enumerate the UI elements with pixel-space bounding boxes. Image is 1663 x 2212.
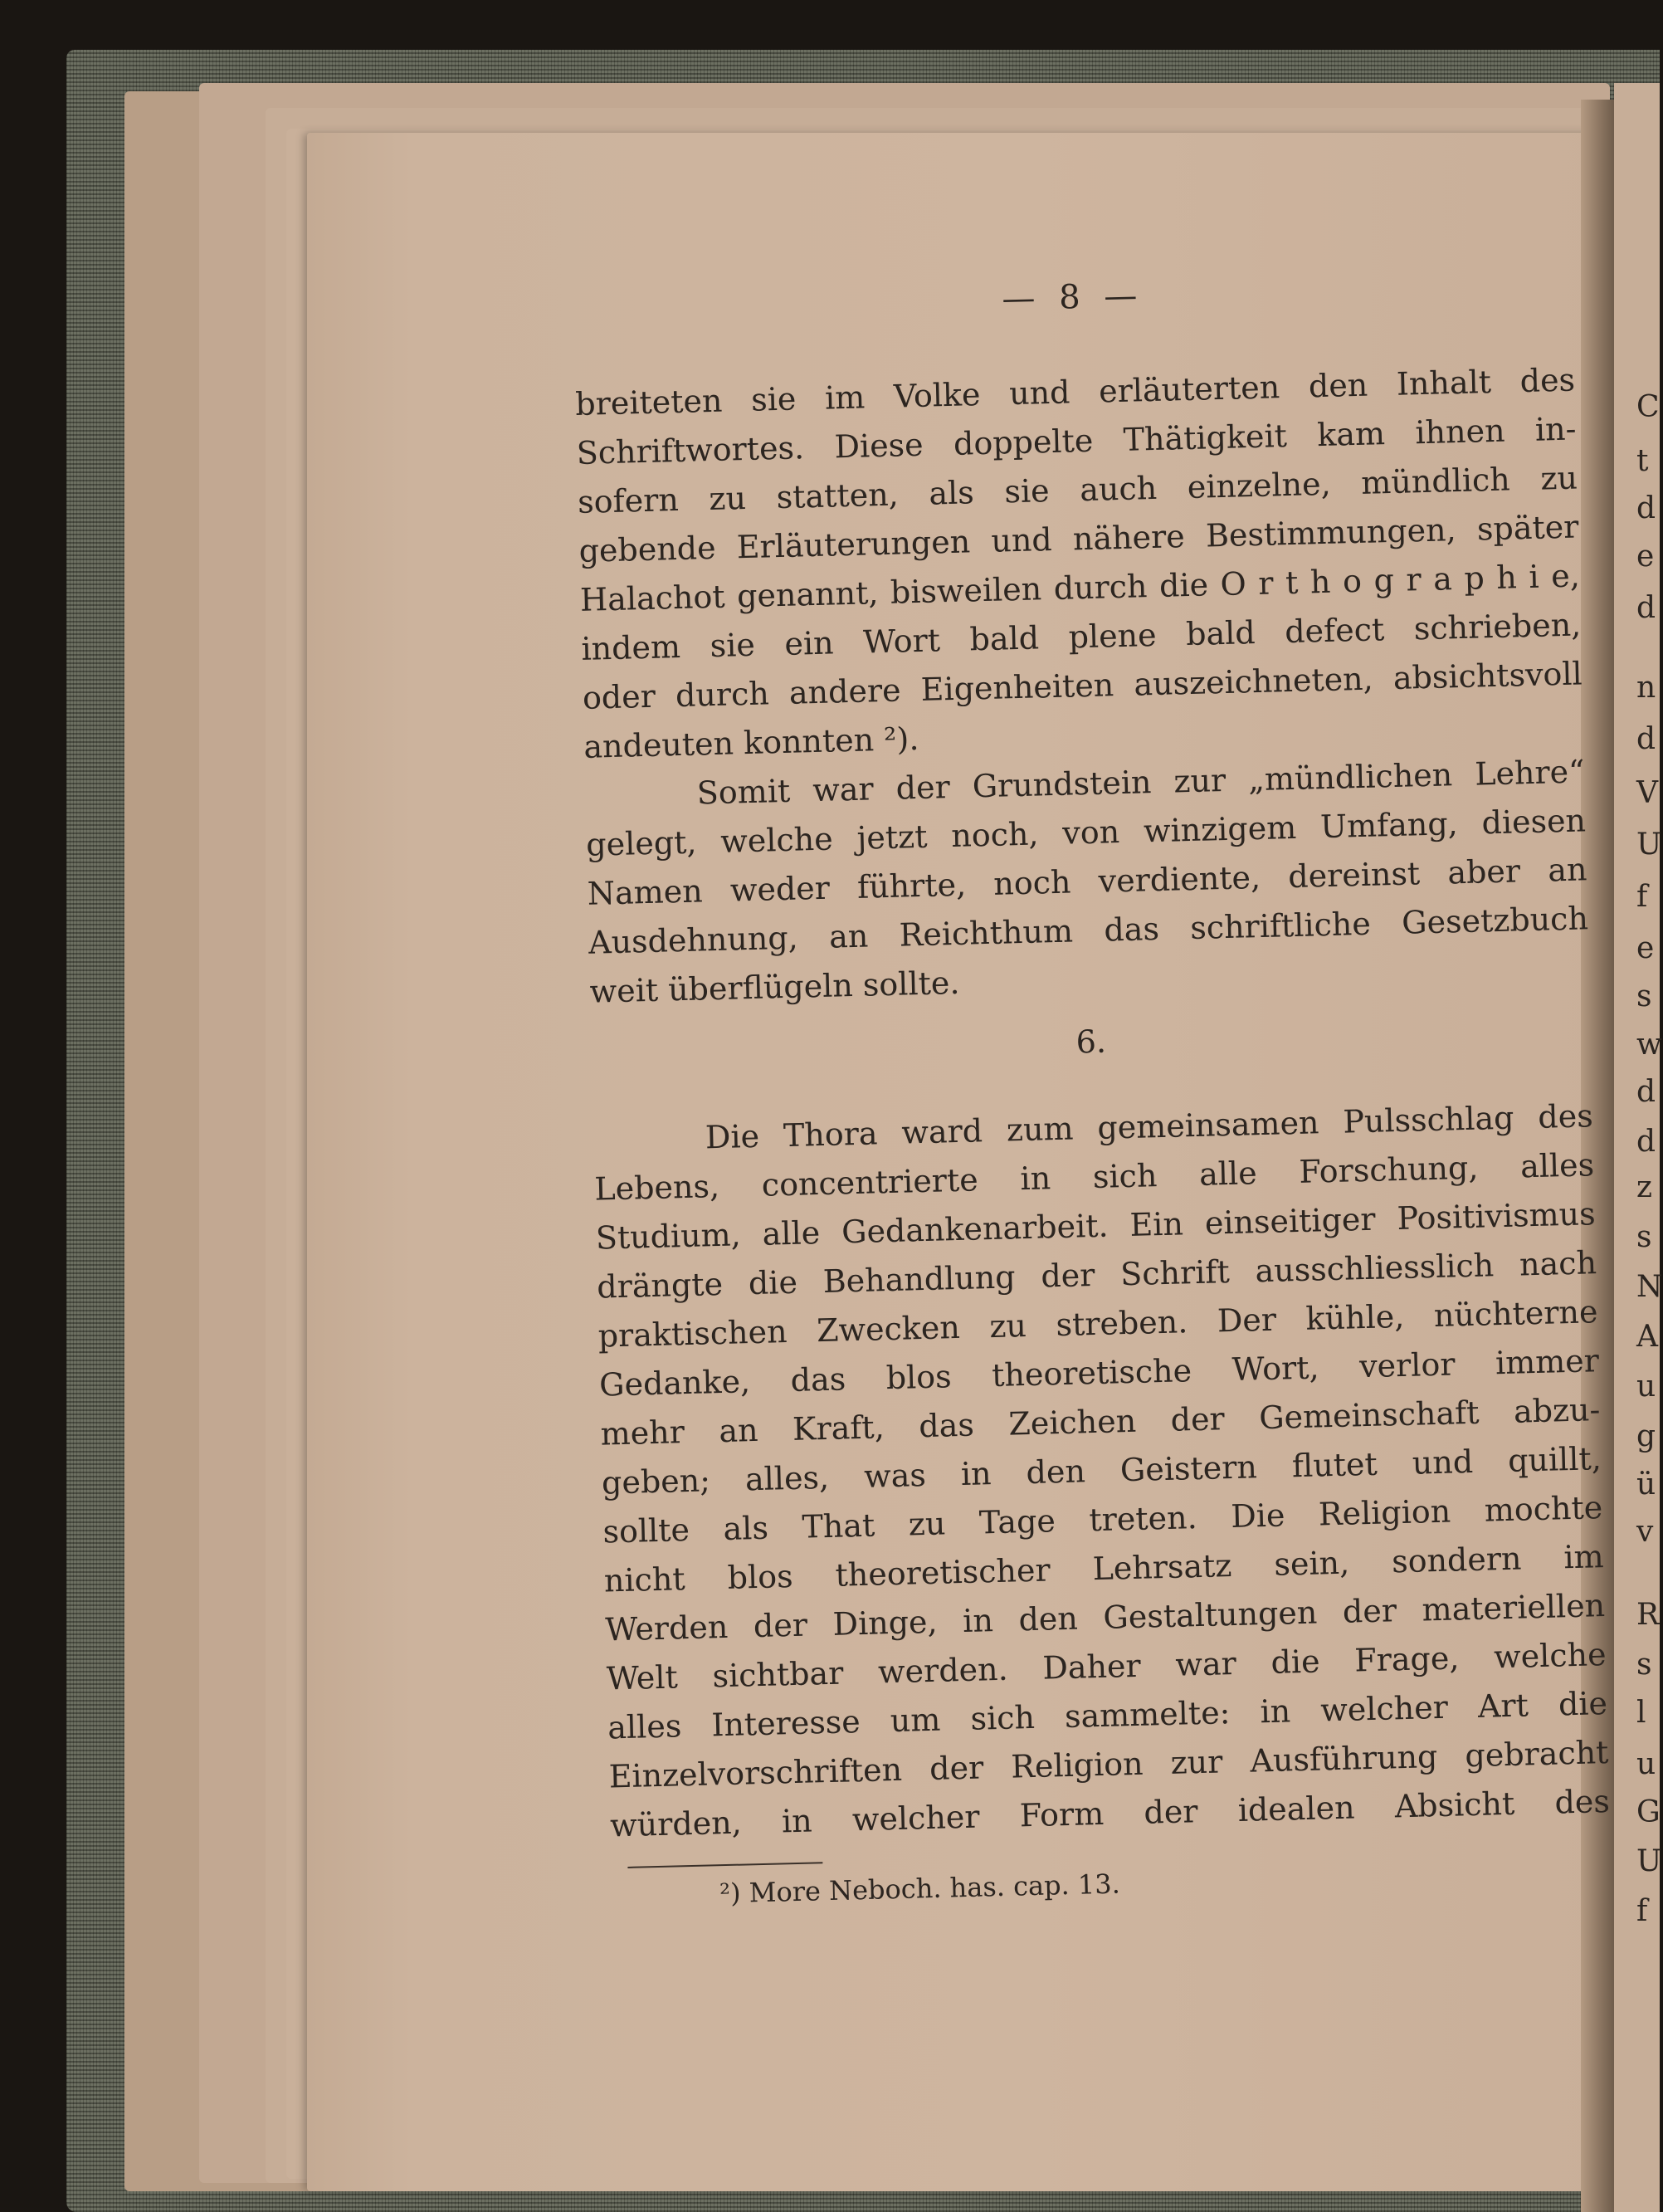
text-line: Lebens, concentrierte in sich alle Forschung, alles: [593, 1146, 1595, 1208]
text-line: würden, in welcher Form der idealen Absicht des: [609, 1783, 1611, 1844]
facing-page-letter: u: [1636, 1370, 1656, 1404]
text-line: Die Thora ward zum gemeinsamen Pulsschlag des: [705, 1097, 1594, 1156]
facing-page-letter: g: [1636, 1419, 1656, 1453]
facing-page-letter: f: [1636, 1894, 1648, 1928]
text-line: Namen weder führte, noch verdiente, dereinst aber an: [587, 851, 1587, 912]
page-number: — 8 —: [1001, 276, 1144, 319]
facing-page-letter: u: [1636, 1747, 1656, 1781]
page-text: [573, 266, 1612, 1912]
text-line: nicht blos theoretischer Lehrsatz sein, sondern im: [603, 1538, 1605, 1599]
text-line: gelegt, welche jetzt noch, von winzigem Umfang, diesen: [585, 802, 1587, 863]
text-line: Welt sichtbar werden. Daher war die Frage, welche: [606, 1636, 1607, 1697]
facing-page-letter: z: [1636, 1170, 1652, 1204]
facing-page-letter: t: [1636, 444, 1649, 478]
text-line: drängte die Behandlung der Schrift ausschliesslich nach: [596, 1244, 1597, 1306]
facing-page-letter: d: [1636, 591, 1656, 625]
facing-page-letter: e: [1636, 931, 1655, 965]
facing-page-letter: s: [1636, 979, 1652, 1013]
text-line: andeuten konnten ²).: [583, 720, 919, 765]
facing-page-letter: U: [1636, 828, 1662, 862]
facing-page-letter: A: [1636, 1320, 1658, 1354]
facing-page-letter: d: [1636, 1125, 1656, 1159]
facing-page-letter: V: [1636, 776, 1658, 810]
paragraph-2: [584, 747, 1590, 1016]
facing-page-letter: ü: [1636, 1467, 1656, 1502]
facing-page-letter: R: [1636, 1598, 1660, 1632]
text-line: Halachot genannt, bisweilen durch die O r t h o g r a p h i e,: [579, 557, 1581, 618]
text-line: Studium, alle Gedankenarbeit. Ein einseitiger Positivismus: [595, 1195, 1597, 1257]
facing-page-letter: s: [1636, 1220, 1652, 1254]
text-line: Werden der Dinge, in den Gestaltungen der materiellen: [604, 1587, 1606, 1648]
text-line: Einzelvorschriften der Religion zur Ausführung gebracht: [608, 1734, 1609, 1795]
text-line: indem sie ein Wort bald plene bald defect schrieben,: [581, 606, 1582, 667]
facing-page-letter: f: [1636, 880, 1648, 914]
facing-page-letter: C: [1636, 390, 1660, 424]
facing-page-letter: v: [1636, 1515, 1654, 1549]
paragraph-1: [575, 356, 1584, 772]
text-line: sofern zu statten, als sie auch einzelne, mündlich zu: [577, 459, 1578, 520]
text-line: alles Interesse um sich sammelte: in welcher Art die: [607, 1685, 1608, 1746]
text-line: sollte als That zu Tage treten. Die Religion mochte: [602, 1489, 1603, 1550]
text-line: geben; alles, was in den Geistern flutet und quillt,: [601, 1440, 1602, 1502]
footnote-rule: [627, 1862, 822, 1868]
text-line: weit überflügeln sollte.: [589, 964, 960, 1010]
text-line: breiteten sie im Volke und erläuterten den Inhalt des: [574, 361, 1576, 422]
facing-page-letter: U: [1636, 1844, 1662, 1878]
facing-page-letter: l: [1636, 1696, 1646, 1730]
facing-page-letter: N: [1636, 1270, 1663, 1304]
facing-page-letter: n: [1636, 671, 1656, 705]
facing-page-letter: s: [1636, 1648, 1652, 1682]
facing-page-letter: d: [1636, 491, 1656, 525]
facing-page-letter: d: [1636, 1075, 1656, 1109]
paragraph-3: [593, 1091, 1610, 1850]
facing-page-letter: e: [1636, 540, 1655, 574]
text-line: mehr an Kraft, das Zeichen der Gemeinschaft abzu-: [600, 1391, 1601, 1453]
text-line: praktischen Zwecken zu streben. Der kühle, nüchterne: [597, 1293, 1598, 1355]
text-line: Ausdehnung, an Reichthum das schriftliche Gesetzbuch: [588, 900, 1589, 961]
text-line: oder durch andere Eigenheiten auszeichneten, absichtsvoll: [582, 655, 1583, 716]
text-line: Somit war der Grundstein zur „mündlichen Lehre“: [696, 753, 1586, 812]
text-line: Gedanke, das blos theoretische Wort, verlor immer: [598, 1342, 1600, 1404]
text-line: Schriftwortes. Diese doppelte Thätigkeit kam ihnen in-: [576, 410, 1577, 471]
text-line: gebende Erläuterungen und nähere Bestimmungen, später: [578, 508, 1579, 569]
facing-page-letter: G: [1636, 1795, 1661, 1829]
section-number: 6.: [1075, 1023, 1107, 1061]
footnote: ²) More Neboch. has. cap. 13.: [719, 1868, 1121, 1910]
facing-page-letter: d: [1636, 722, 1656, 756]
facing-page-letter: w: [1636, 1028, 1662, 1062]
